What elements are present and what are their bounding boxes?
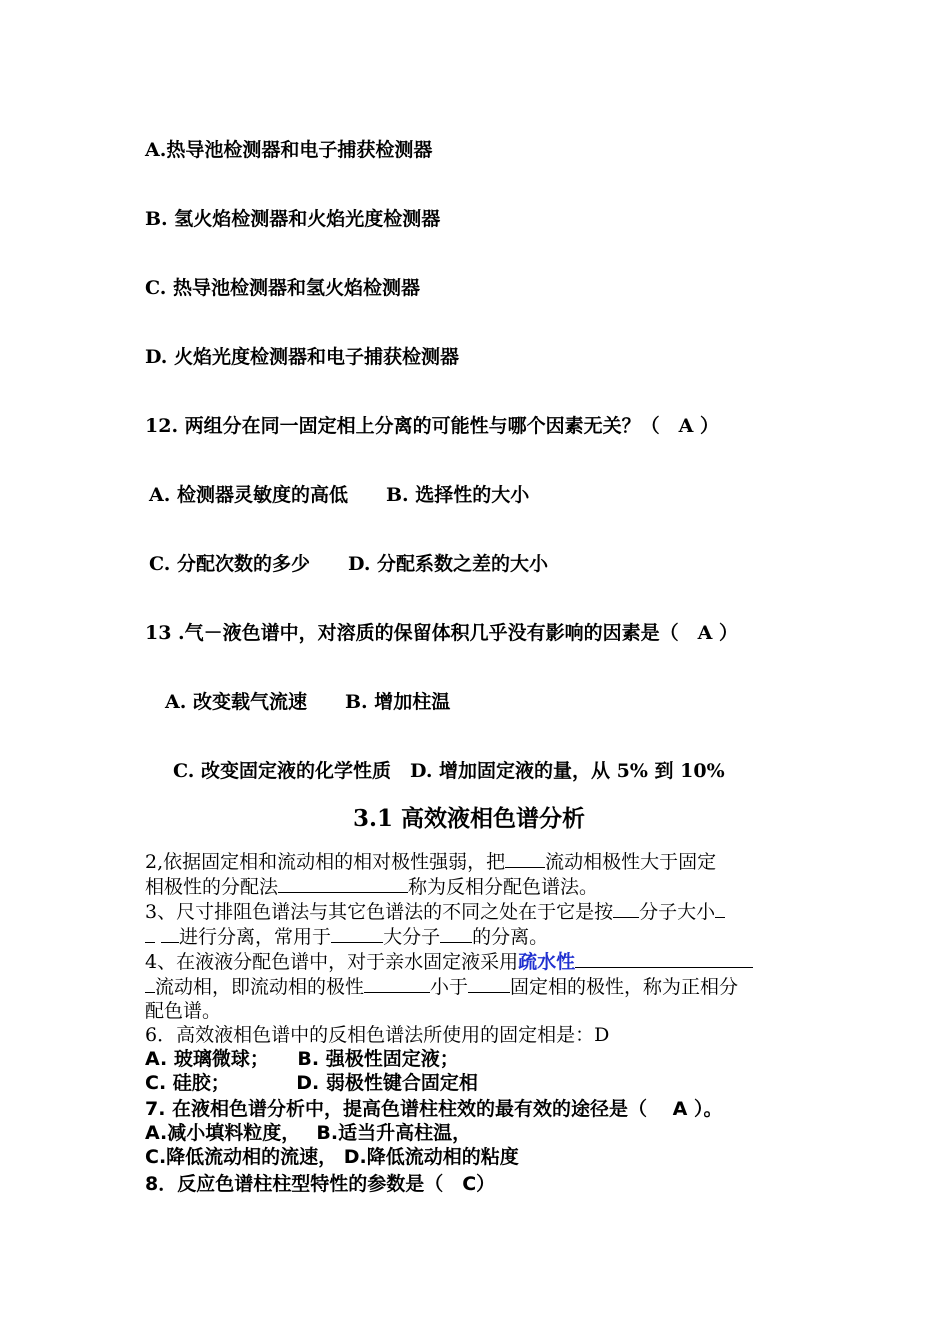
q4-block [145,949,810,1023]
q12-stem: 12. 两组分在同一固定相上分离的可能性与哪个因素无关？（ A ） [145,415,720,437]
q3-blank-5 [331,924,383,943]
q4-blank-4 [468,974,510,993]
q4-line1 [145,949,810,974]
q7-options-row1: A.减小填料粒度， B.适当升高柱温， [145,1122,472,1144]
q8-stem: 8．反应色谱柱柱型特性的参数是（ C） [145,1173,496,1195]
q4-text-b: 流动相，即流动相的极性 [155,976,365,998]
q3-blank-4 [161,924,179,943]
q2-blank-2 [278,874,408,893]
q4-blank-1 [575,949,753,968]
q3-blank-6 [440,924,472,943]
q12-options-row2: C. 分配次数的多少 D. 分配系数之差的大小 [149,553,549,575]
q3-text-b: 分子大小 [639,901,716,923]
q3-line1 [145,899,810,924]
q4-blank-3 [364,974,430,993]
q13-stem: 13 .气－液色谱中，对溶质的保留体积几乎没有影响的因素是（ A ） [145,622,739,644]
q13-options-row1: A. 改变载气流速 B. 增加柱温 [165,691,451,713]
q4-text-c: 小于 [430,976,469,998]
q4-line3 [145,999,810,1023]
q4-text-e: 配色谱。 [145,1000,222,1022]
section-title: 3.1 高效液相色谱分析 [353,805,586,832]
q4-text-a: 4、在液液分配色谱中，对于亲水固定液采用 [145,951,519,973]
q11-option-c: C. 热导池检测器和氢火焰检测器 [145,277,421,299]
q3-line2 [145,924,810,949]
q3-text-e: 的分离。 [472,926,549,948]
q2-line2 [145,874,810,899]
q3-blank-1 [613,899,639,918]
q4-text-d: 固定相的极性，称为正相分 [510,976,739,998]
q11-option-b: B. 氢火焰检测器和火焰光度检测器 [145,208,441,230]
q4-hydrophobic-answer: 疏水性 [518,951,576,973]
q2-text-d: 称为反相分配色谱法。 [408,876,599,898]
q6-stem: 6．高效液相色谱中的反相色谱法所使用的固定相是：D [145,1024,610,1046]
q3-text-c: 进行分离，常用于 [179,926,332,948]
q3-block [145,899,810,949]
q4-blank-2 [145,974,155,993]
q12-options-row1: A. 检测器灵敏度的高低 B. 选择性的大小 [149,484,530,506]
q2-blank-1 [505,849,545,868]
q11-option-d: D. 火焰光度检测器和电子捕获检测器 [145,346,460,368]
q3-text-a: 3、尺寸排阻色谱法与其它色谱法的不同之处在于它是按 [145,901,614,923]
q6-options-row2: C. 硅胶； D. 弱极性键合固定相 [145,1072,478,1094]
q4-line2 [145,974,810,999]
q3-blank-3 [145,924,155,943]
q2-text-b: 流动相极性大于固定 [545,851,717,873]
q2-text-a: 2,依据固定相和流动相的相对极性强弱，把 [145,851,506,873]
q7-stem: 7. 在液相色谱分析中，提高色谱柱柱效的最有效的途径是（ A ）。 [145,1098,723,1120]
q6-block [145,1023,810,1095]
q7-options-row2: C.降低流动相的流速， D.降低流动相的粘度 [145,1146,519,1168]
q2-line1 [145,849,810,874]
q2-text-c: 相极性的分配法 [145,876,279,898]
q6-options-row1: A. 玻璃微球； B. 强极性固定液； [145,1048,459,1070]
q7-block [145,1097,810,1169]
q8-block [145,1172,810,1196]
q2-block [145,849,810,899]
q3-blank-2 [715,899,725,918]
q13-options-row2: C. 改变固定液的化学性质 D. 增加固定液的量，从 5% 到 10% [173,760,725,782]
q11-option-a: A.热导池检测器和电子捕获检测器 [145,139,433,161]
q3-text-d: 大分子 [383,926,441,948]
